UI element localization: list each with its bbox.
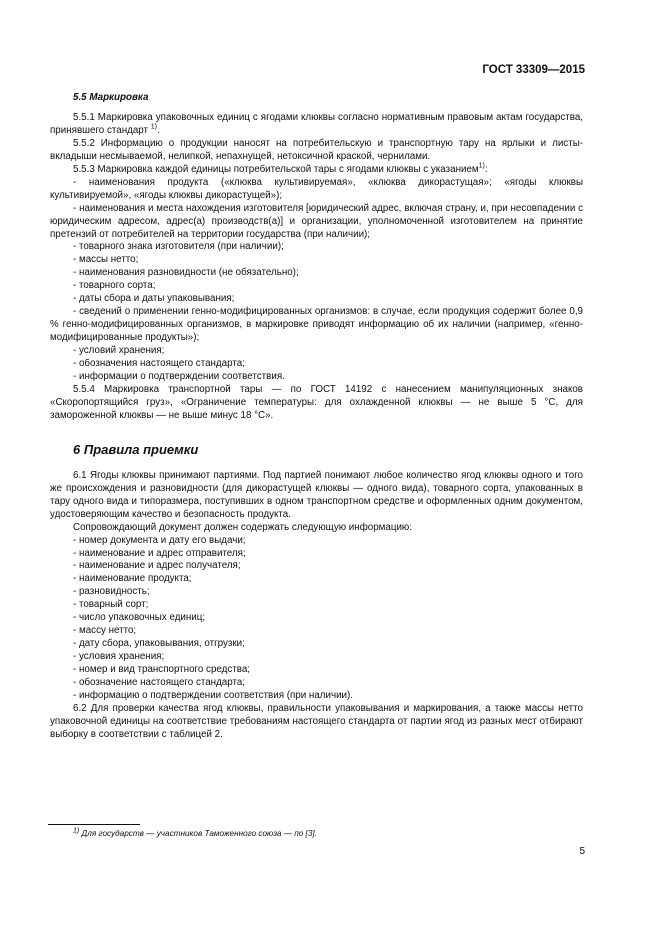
list-item: - сведений о применении генно-модифицированных организмов: в случае, если продукция содержит более 0,9 % генно-модифицированных организмов, в маркировке приводят информацию об их наличии (например, «генно-модифицированные продукты»); (50, 306, 583, 344)
paragraph-5-5-3: 5.5.3 Маркировка каждой единицы потребительской тары с ягодами клюквы с указанием$^{1)}$: (73, 162, 488, 175)
footnote-ref: 1) (150, 123, 157, 131)
paragraph-5-5-1: 5.5.1 Маркировка упаковочных единиц с ягодами клюквы согласно нормативным правовым актам государства, принявшего стандарт $^{1)}$. (50, 111, 583, 136)
section-title-acceptance: 6 Правила приемки (73, 441, 199, 457)
list-item: - массу нетто; (73, 625, 137, 637)
paragraph-6-1: 6.1 Ягоды клюквы принимают партиями. Под партией понимают любое количество ягод клюквы одного и того же происхождения и разновидности (для дикорастущей клюквы — одного вида), товарного сорта, упакованных в тару одного вида и типоразмера, поступивших в одном транспортном средстве и оформленных одним документом, удостоверяющим качество и безопасность продукта. (50, 469, 583, 520)
list-item: - номер документа и дату его выдачи; (73, 534, 246, 546)
paragraph-5-5-2: 5.5.2 Информацию о продукции наносят на потребительскую и транспортную тару на ярлыки и листы-вкладыши несмываемой, нелипкой, непахнущей, нетоксичной краской, чернилами. (50, 137, 583, 162)
list-item: - наименование продукта; (73, 573, 192, 585)
list-item: - обозначение настоящего стандарта; (73, 677, 246, 689)
list-item: - наименования и места нахождения изготовителя [юридический адрес, включая страну, и, при несовпадении с юридическим адресом, адрес(а) производств(а)] и организации, уполномоченной изготовителем на принятие претензий от потребителей на территории государства (при наличии); (50, 202, 583, 240)
document-code: ГОСТ 33309—2015 (482, 64, 585, 76)
list-item: - товарного сорта; (73, 280, 156, 292)
page-number: 5 (579, 846, 585, 857)
list-item: - даты сбора и даты упаковывания; (73, 293, 235, 305)
section-title-marking: 5.5 Маркировка (73, 92, 149, 103)
list-item: - информации о подтверждении соответствия. (73, 371, 285, 383)
list-item: - условий хранения; (73, 345, 165, 357)
list-item: - разновидность; (73, 586, 150, 598)
list-item: - номер и вид транспортного средства; (73, 664, 251, 676)
list-item: - дату сбора, упаковывания, отгрузки; (73, 638, 245, 650)
list-item: - товарного знака изготовителя (при наличии); (73, 241, 284, 253)
footnote (73, 829, 317, 838)
list-item: - наименование и адрес получателя; (73, 560, 241, 572)
document-info-list (50, 535, 583, 703)
page-content (50, 92, 583, 742)
paragraph-document-intro: Сопровождающий документ должен содержать следующую информацию: (73, 521, 412, 533)
list-item: - информацию о подтверждении соответствия (при наличии). (73, 689, 354, 701)
list-item: - наименования продукта («клюква культивируемая», «клюква дикорастущая»; «ягоды клюквы культивируемой», «ягоды клюквы дикорастущей»); (50, 176, 583, 201)
paragraph-6-2: 6.2 Для проверки качества ягод клюквы, правильности упаковывания и маркирования, а также массы нетто упаковочной единицы на соответствие требованиям настоящего стандарта от партии ягод из разных мест отбирают выборку в соответствии с таблицей 2. (50, 702, 583, 740)
paragraph-5-5-4: 5.5.4 Маркировка транспортной тары — по ГОСТ 14192 с нанесением манипуляционных знаков «Скоропортящийся груз», «Ограничение температуры: для охлажденной клюквы — не выше 5 °С, для замороженной клюквы — не выше минус 18 °С». (50, 383, 583, 421)
footnote-text: Для государств — участников Таможенного союза — по [3]. (79, 829, 317, 838)
list-item: - наименования разновидности (не обязательно); (73, 267, 299, 279)
footnote-divider (48, 824, 140, 825)
list-item: - массы нетто; (73, 254, 139, 266)
list-item: - наименование и адрес отправителя; (73, 547, 246, 559)
footnote-mark: 1) (73, 827, 80, 835)
list-item: - обозначения настоящего стандарта; (73, 358, 245, 370)
footnote-ref: 1) (478, 162, 485, 170)
marking-list (50, 177, 583, 384)
list-item: - число упаковочных единиц; (73, 612, 206, 624)
list-item: - товарный сорт; (73, 599, 149, 611)
list-item: - условия хранения; (73, 651, 165, 663)
